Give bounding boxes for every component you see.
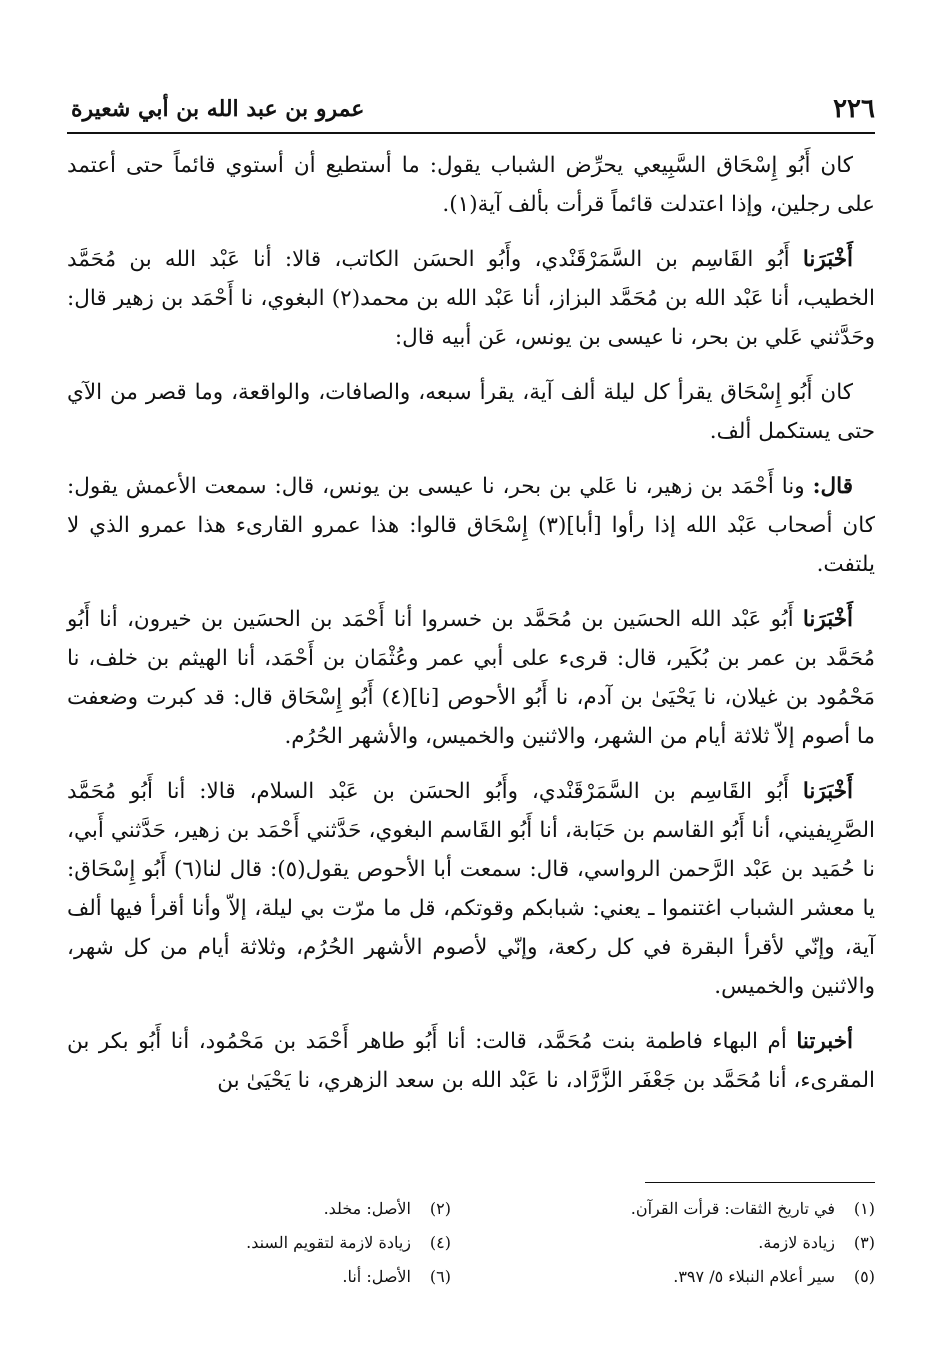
paragraph-lead: أَخْبَرَنا: [802, 247, 853, 272]
footnote-text: في تاريخ الثقات: قرأت القرآن.: [630, 1199, 835, 1218]
paragraph-body: أَبُو عَبْد الله الحسَين بن مُحَمَّد بن خسروا أنا أَحْمَد بن الحسَين بن خيرون، أنا أَبُو مُحَمَّد بن عمر بن بُكَير، قال: قرىء على أبي عمر وعُثْمَان بن أَحْمَد، أنا الهيثم بن خلف، نا مَحْمُود بن غيلان، نا يَحْيَىٰ بن آدم، نا أَبُو الأحوص [نا](٤) أَبُو إِسْحَاق قال: قد كبرت وضعفت ما أصوم إلاّ ثلاثة أيام من الشهر، والاثنين والخميس، والأشهر الحُرُم.: [67, 607, 875, 749]
footnote-item: [491, 1226, 875, 1260]
paragraph-body: كان أَبُو إِسْحَاق يقرأ كل ليلة ألف آية، يقرأ سبعه، والصافات، والواقعة، وما قصر من الآي حتى يستكمل ألف.: [67, 380, 875, 444]
main-text: [67, 146, 875, 1116]
paragraph-body: أم البهاء فاطمة بنت مُحَمَّد، قالت: أنا أَبُو طاهر أَحْمَد بن مَحْمُود، أنا أَبُو بكر بن المقرىء، أنا مُحَمَّد بن جَعْفَر الزَّرَّاد، نا عَبْد الله بن سعد الزهري، نا يَحْيَىٰ بن: [67, 1029, 875, 1093]
page-number: ٢٢٦: [833, 94, 875, 124]
footnote-text: الأصل: مخلد.: [323, 1199, 411, 1218]
footnote-number: (٢): [429, 1199, 451, 1218]
footnote-text: الأصل: أنا.: [342, 1267, 411, 1286]
paragraph: [67, 240, 875, 357]
paragraph-body: كان أَبُو إِسْحَاق السَّبِيعي يحرِّض الشباب يقول: ما أستطيع أن أستوي قائماً حتى أعتمد على رجلين، وإذا اعتدلت قائماً قرأت بألف آية(١).: [67, 153, 875, 217]
paragraph-lead: أَخْبَرَنا: [802, 607, 853, 632]
page-header: [67, 88, 875, 134]
paragraph: [67, 772, 875, 1006]
paragraph-lead: أخبرتنا: [796, 1029, 853, 1054]
footnotes: [67, 1192, 875, 1294]
footnote-item: [491, 1192, 875, 1226]
footnote-item: [67, 1260, 451, 1294]
paragraph-body: أَبُو القَاسِم بن السَّمَرْقَنْدي، وأَبُو الحسَن بن عَبْد السلام، قالا: أنا أَبُو مُحَمَّد الصَّرِيفيني، أنا أَبُو القاسم بن حَبَابة، أنا أَبُو القَاسم البغوي، حَدَّثني أَحْمَد بن زهير، حَدَّثني أَبي، نا حُمَيد بن عَبْد الرَّحمن الرواسي، قال: سمعت أبا الأحوص يقول(٥): قال لنا(٦) أَبُو إِسْحَاق: يا معشر الشباب اغتنموا ـ يعني: شبابكم وقوتكم، قل ما مرّت بي ليلة، إلاّ وأنا أقرأ فيها ألف آية، وإنّي لأقرأ البقرة في كل ركعة، وإنّي لأصوم الأشهر الحُرُم، وثلاثة أيام من كل شهر، والاثنين والخميس.: [67, 779, 876, 999]
footnote-number: (٤): [429, 1233, 451, 1252]
paragraph-body: ونا أَحْمَد بن زهير، نا عَلي بن بحر، نا عيسى بن يونس، قال: سمعت الأعمش يقول: كان أصحاب عَبْد الله إذا رأوا [أبا](٣) إِسْحَاق قالوا: هذا عمرو القارىء هذا عمرو الذي لا يلتفت.: [67, 474, 876, 577]
paragraph: [67, 373, 875, 451]
footnote-item: [491, 1260, 875, 1294]
paragraph-lead: أَخْبَرَنا: [802, 779, 853, 804]
footnote-text: زيادة لازمة لتقويم السند.: [246, 1233, 411, 1252]
footnote-text: زيادة لازمة.: [758, 1233, 835, 1252]
footnote-number: (٥): [853, 1267, 875, 1286]
footnote-text: سير أعلام النبلاء ٥/ ٣٩٧.: [673, 1267, 835, 1286]
footnote-item: [67, 1192, 451, 1226]
footnote-divider: [645, 1182, 875, 1183]
paragraph: [67, 1022, 875, 1100]
paragraph: [67, 600, 875, 756]
running-title: عمرو بن عبد الله بن أبي شعيرة: [71, 96, 365, 122]
paragraph-lead: قال:: [812, 474, 853, 499]
footnote-number: (٦): [429, 1267, 451, 1286]
footnote-item: [67, 1226, 451, 1260]
footnote-number: (١): [853, 1199, 875, 1218]
footnote-number: (٣): [853, 1233, 875, 1252]
paragraph-body: أَبُو القَاسِم بن السَّمَرْقَنْدي، وأَبُو الحسَن الكاتب، قالا: أنا عَبْد الله بن مُحَمَّد الخطيب، أنا عَبْد الله بن مُحَمَّد البزاز، أنا عَبْد الله بن محمد(٢) البغوي، نا أَحْمَد بن زهير قال: وحَدَّثني عَلي بن بحر، نا عيسى بن يونس، عَن أبيه قال:: [67, 247, 875, 350]
paragraph: [67, 146, 875, 224]
paragraph: [67, 467, 875, 584]
